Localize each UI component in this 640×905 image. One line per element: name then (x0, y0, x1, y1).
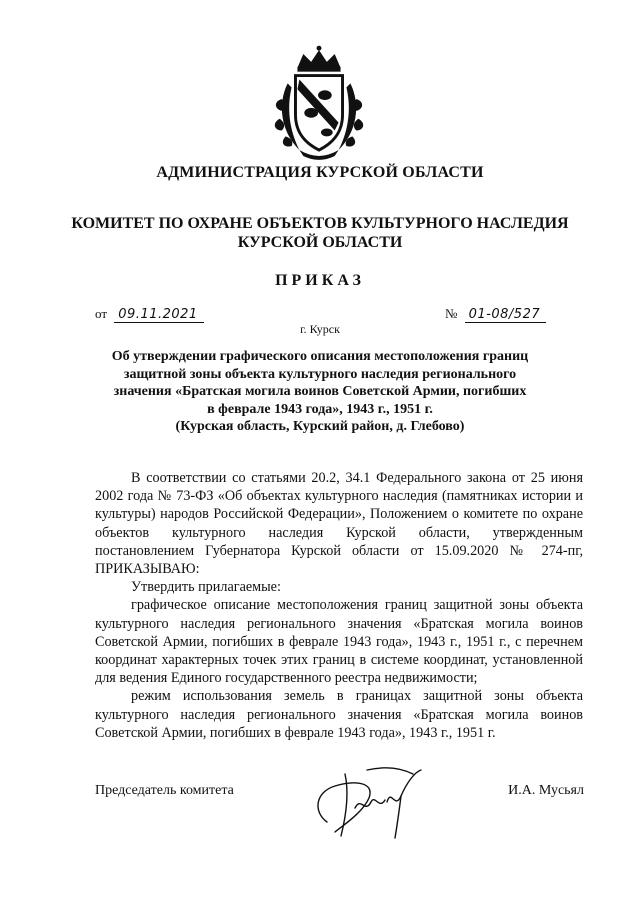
body-paragraph-land-use-regime: режим использования земель в границах защитной зоны объекта культурного наследия регионального значения «Братская могила воинов Советской Армии, погибших в феврале 1943 года», 1943 г., 1951 г. (95, 688, 583, 741)
committee-name (0, 214, 640, 252)
date-line (95, 306, 204, 323)
coat-of-arms-icon (270, 44, 368, 164)
committee-line-1: КОМИТЕТ ПО ОХРАНЕ ОБЪЕКТОВ КУЛЬТУРНОГО НАСЛЕДИЯ (71, 215, 569, 232)
body-paragraph-graphic-description: графическое описание местоположения границ защитной зоны объекта культурного наследия регионального значения «Братская могила воинов Советской Армии, погибших в феврале 1943 года», 1943 г., 1951 г., с перечнем координат характерных точек этих границ в системе координат, установленной для ведения Единого государственного реестра недвижимости; (95, 597, 583, 687)
number-line (445, 306, 546, 323)
title-line: (Курская область, Курский район, д. Глебово) (175, 419, 465, 434)
title-line: значения «Братская могила воинов Советской Армии, погибших (113, 384, 527, 399)
committee-line-2: КУРСКОЙ ОБЛАСТИ (237, 234, 403, 251)
title-line: в феврале 1943 года», 1943 г., 1951 г. (207, 401, 433, 417)
body-paragraph-legal-basis: В соответствии со статьями 20.2, 34.1 Федерального закона от 25 июня 2002 года № 73-ФЗ «Об объектах культурного наследия (памятниках истории и культуры) народов Российской Федерации», Положением о комитете по охране объектов культурного наследия Курской области, утвержденным постановлением Губернатора Курской области от 15.09.2020 № 274-пг, ПРИКАЗЫВАЮ: (95, 470, 583, 578)
administration-name: АДМИНИСТРАЦИЯ КУРСКОЙ ОБЛАСТИ (156, 164, 484, 181)
number-prefix: № (445, 306, 458, 321)
number-value: 01-08/527 (465, 307, 546, 323)
document-type: ПРИКАЗ (275, 272, 365, 289)
title-line: защитной зоны объекта культурного наследия регионального (123, 366, 517, 382)
document-body (95, 469, 583, 742)
title-line: Об утверждении графического описания местоположения границ (111, 349, 529, 364)
date-value: 09.11.2021 (114, 307, 203, 323)
city-line: г. Курск (300, 322, 340, 336)
signatory-name: И.А. Мусьял (508, 783, 584, 798)
body-paragraph-approve: Утвердить прилагаемые: (131, 579, 281, 596)
signatory-position: Председатель комитета (95, 783, 234, 798)
handwritten-signature-icon (305, 752, 435, 840)
date-prefix: от (95, 306, 108, 321)
document-title (90, 348, 550, 436)
